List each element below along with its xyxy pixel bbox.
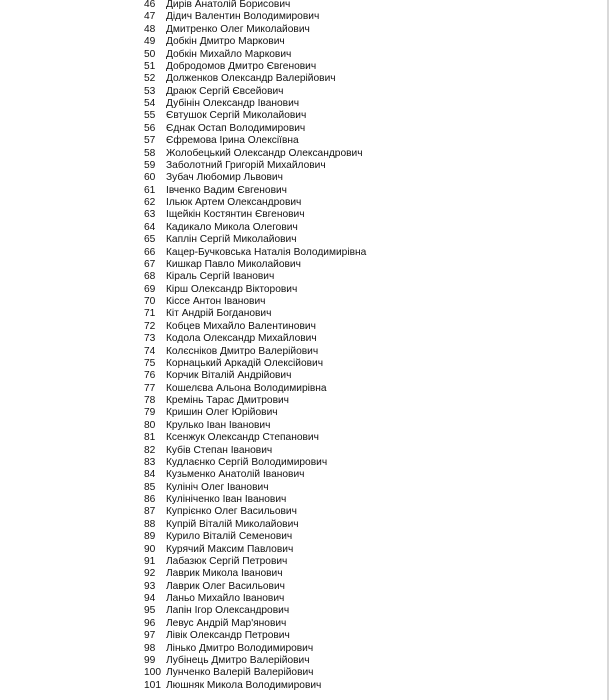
list-item-name: Курячий Максим Павлович	[166, 543, 294, 555]
list-item-number: 56	[144, 122, 156, 134]
list-item-number: 69	[144, 283, 156, 295]
list-item	[144, 247, 366, 259]
list-item-number: 86	[144, 494, 156, 505]
list-item-name: Дмитренко Олег Миколайович	[166, 23, 310, 35]
list-item	[144, 457, 366, 469]
list-item	[144, 308, 366, 320]
list-item	[144, 383, 366, 395]
list-item-name: Ксенжук Олександр Степанович	[166, 432, 319, 444]
list-item-number: 51	[144, 60, 156, 72]
list-item-name: Лінько Дмитро Володимирович	[166, 642, 314, 654]
list-item-number: 54	[144, 98, 156, 109]
list-item-name: Кацер-Бучковська Наталія Володимирівна	[166, 246, 367, 258]
list-item	[144, 172, 366, 184]
list-item-name: Лаврик Олег Васильович	[166, 580, 285, 592]
list-item	[144, 395, 366, 407]
list-item-name: Кіт Андрій Богданович	[166, 308, 272, 320]
list-item	[144, 593, 366, 605]
list-item	[144, 568, 366, 580]
list-item	[144, 494, 366, 506]
list-item	[144, 519, 366, 531]
list-item-name: Євтушок Сергій Миколайович	[166, 110, 307, 122]
list-item-number: 66	[144, 246, 156, 258]
list-item-name: Лунченко Валерій Валерійович	[166, 667, 314, 679]
list-item-number: 70	[144, 296, 156, 307]
list-item	[144, 333, 366, 345]
list-item-number: 101	[144, 679, 161, 691]
list-item-name: Долженков Олександр Валерійович	[166, 73, 336, 85]
list-item	[144, 0, 366, 11]
list-item	[144, 24, 366, 36]
list-item-number: 61	[144, 184, 156, 196]
list-item-number: 65	[144, 234, 156, 246]
list-item-number: 49	[144, 36, 156, 48]
list-item-name: Драюк Сергій Євсейович	[166, 85, 284, 97]
list-item-name: Кіраль Сергій Іванович	[166, 271, 275, 283]
list-item	[144, 123, 366, 135]
list-item-number: 62	[144, 197, 156, 208]
list-item-name: Люшняк Микола Володимирович	[166, 679, 322, 691]
list-item-number: 73	[144, 333, 156, 345]
list-item	[144, 407, 366, 419]
list-item	[144, 655, 366, 667]
list-item	[144, 346, 366, 358]
list-item-number: 52	[144, 73, 156, 85]
list-item-name: Добкін Михайло Маркович	[166, 48, 292, 60]
list-item	[144, 469, 366, 481]
list-item	[144, 234, 366, 246]
list-item-name: Колєсніков Дмитро Валерійович	[166, 345, 319, 357]
list-item	[144, 110, 366, 122]
list-item-number: 99	[144, 654, 156, 666]
list-item-name: Івченко Вадим Євгенович	[166, 184, 287, 196]
list-item-name: Жолобецький Олександр Олександрович	[166, 147, 363, 159]
list-item	[144, 618, 366, 630]
list-item-name: Зубач Любомир Львович	[166, 172, 283, 184]
list-item-name: Корчик Віталій Андрійович	[166, 370, 292, 382]
list-item	[144, 630, 366, 642]
list-item-number: 85	[144, 481, 156, 493]
list-item	[144, 148, 366, 160]
list-item-name: Купрієнко Олег Васильович	[166, 506, 297, 518]
list-item-name: Кадикало Микола Олегович	[166, 221, 298, 233]
list-item-number: 55	[144, 110, 156, 122]
list-item	[144, 445, 366, 457]
list-item	[144, 680, 366, 692]
list-item-name: Ланьо Михайло Іванович	[166, 593, 285, 604]
list-item-number: 63	[144, 209, 156, 221]
list-item-number: 53	[144, 85, 156, 97]
list-item	[144, 209, 366, 221]
list-item-number: 84	[144, 469, 156, 481]
list-item	[144, 556, 366, 568]
list-item	[144, 98, 366, 110]
list-item	[144, 605, 366, 617]
list-item-number: 72	[144, 320, 156, 332]
list-item-number: 83	[144, 456, 156, 468]
list-item-name: Кубів Степан Іванович	[166, 444, 273, 456]
list-item-number: 94	[144, 593, 156, 604]
list-item	[144, 581, 366, 593]
list-item-number: 87	[144, 506, 156, 518]
list-item	[144, 135, 366, 147]
list-item-name: Добродомов Дмитро Євгенович	[166, 60, 317, 72]
list-item-number: 91	[144, 555, 156, 567]
list-item-name: Дідич Валентин Володимирович	[166, 11, 320, 23]
list-item-number: 50	[144, 48, 156, 60]
list-item-number: 60	[144, 172, 156, 184]
list-item	[144, 643, 366, 655]
list-item-number: 96	[144, 617, 156, 629]
list-item-number: 98	[144, 642, 156, 654]
list-item	[144, 49, 366, 61]
list-item	[144, 73, 366, 85]
list-item-name: Лівік Олександр Петрович	[166, 630, 290, 642]
list-item	[144, 321, 366, 333]
list-item-name: Крулько Іван Іванович	[166, 419, 271, 431]
list-item-name: Кодола Олександр Михайлович	[166, 333, 317, 345]
list-item-number: 82	[144, 444, 156, 456]
list-item-name: Ільюк Артем Олександрович	[166, 197, 302, 208]
list-item-number: 75	[144, 357, 156, 369]
list-item-number: 89	[144, 531, 156, 543]
list-item-name: Дубінін Олександр Іванович	[166, 98, 300, 109]
list-item	[144, 506, 366, 518]
list-item	[144, 531, 366, 543]
list-item-name: Кулініченко Іван Іванович	[166, 494, 287, 505]
list-item-number: 100	[144, 667, 161, 679]
list-item-name: Кулініч Олег Іванович	[166, 481, 269, 493]
list-item-name: Левус Андрій Мар'янович	[166, 617, 287, 629]
list-item	[144, 222, 366, 234]
list-item	[144, 271, 366, 283]
list-item-number: 97	[144, 630, 156, 642]
list-item-name: Кузьменко Анатолій Іванович	[166, 469, 305, 481]
list-item	[144, 160, 366, 172]
list-item-name: Кіссе Антон Іванович	[166, 296, 266, 307]
list-item-name: Кудлаєнко Сергій Володимирович	[166, 456, 328, 468]
list-item-name: Добкін Дмитро Маркович	[166, 36, 285, 48]
list-item-name: Лапін Ігор Олександрович	[166, 605, 290, 617]
list-item-name: Кришин Олег Юрійович	[166, 407, 278, 419]
list-item	[144, 420, 366, 432]
list-item-name: Лубінець Дмитро Валерійович	[166, 654, 310, 666]
list-item-number: 92	[144, 568, 156, 580]
list-item-name: Кошелєва Альона Володимирівна	[166, 382, 327, 394]
list-item-number: 81	[144, 432, 156, 444]
list-item-name: Купрій Віталій Миколайович	[166, 518, 299, 530]
list-item-number: 76	[144, 370, 156, 382]
list-item-number: 48	[144, 23, 156, 35]
list-item	[144, 11, 366, 23]
list-item-name: Лабазюк Сергій Петрович	[166, 555, 288, 567]
list-item-number: 57	[144, 135, 156, 147]
list-item-number: 58	[144, 147, 156, 159]
list-item-name: Корнацький Аркадій Олексійович	[166, 357, 324, 369]
list-item	[144, 61, 366, 73]
list-item-name: Каплін Сергій Миколайович	[166, 234, 297, 246]
list-item	[144, 432, 366, 444]
list-item-name: Кірш Олександр Вікторович	[166, 283, 298, 295]
list-item	[144, 284, 366, 296]
list-item-name: Лаврик Микола Іванович	[166, 568, 283, 580]
list-item-number: 74	[144, 345, 156, 357]
list-item-name: Єднак Остап Володимирович	[166, 122, 306, 134]
list-item-number: 93	[144, 580, 156, 592]
list-item	[144, 86, 366, 98]
list-item-number: 79	[144, 407, 156, 419]
list-item	[144, 370, 366, 382]
list-item-number: 59	[144, 159, 156, 171]
list-item	[144, 358, 366, 370]
list-item-number: 77	[144, 382, 156, 394]
list-item-number: 47	[144, 11, 156, 23]
list-item-number: 95	[144, 605, 156, 617]
list-item-number: 46	[144, 0, 156, 10]
list-item	[144, 36, 366, 48]
list-item-number: 90	[144, 543, 156, 555]
list-item-number: 68	[144, 271, 156, 283]
list-item-number: 71	[144, 308, 156, 320]
list-item-name: Кишкар Павло Миколайович	[166, 258, 301, 270]
list-item-name: Заболотний Григорій Михайлович	[166, 159, 326, 171]
list-item-number: 67	[144, 258, 156, 270]
list-item-number: 78	[144, 395, 156, 406]
list-item	[144, 197, 366, 209]
list-item-number: 80	[144, 419, 156, 431]
list-item-name: Єфремова Ірина Олексіївна	[166, 135, 299, 147]
list-item-number: 64	[144, 221, 156, 233]
list-item-name: Дирів Анатолій Борисович	[166, 0, 291, 10]
list-item	[144, 482, 366, 494]
list-item	[144, 259, 366, 271]
list-item-number: 88	[144, 518, 156, 530]
list-item	[144, 667, 366, 679]
list-item-name: Кобцев Михайло Валентинович	[166, 320, 316, 332]
list-item-name: Кремінь Тарас Дмитрович	[166, 395, 289, 406]
list-item-name: Іщейкін Костянтин Євгенович	[166, 209, 305, 221]
list-item	[144, 544, 366, 556]
list-item-name: Курило Віталій Семенович	[166, 531, 293, 543]
numbered-name-list	[144, 0, 366, 692]
list-item	[144, 185, 366, 197]
list-item	[144, 296, 366, 308]
